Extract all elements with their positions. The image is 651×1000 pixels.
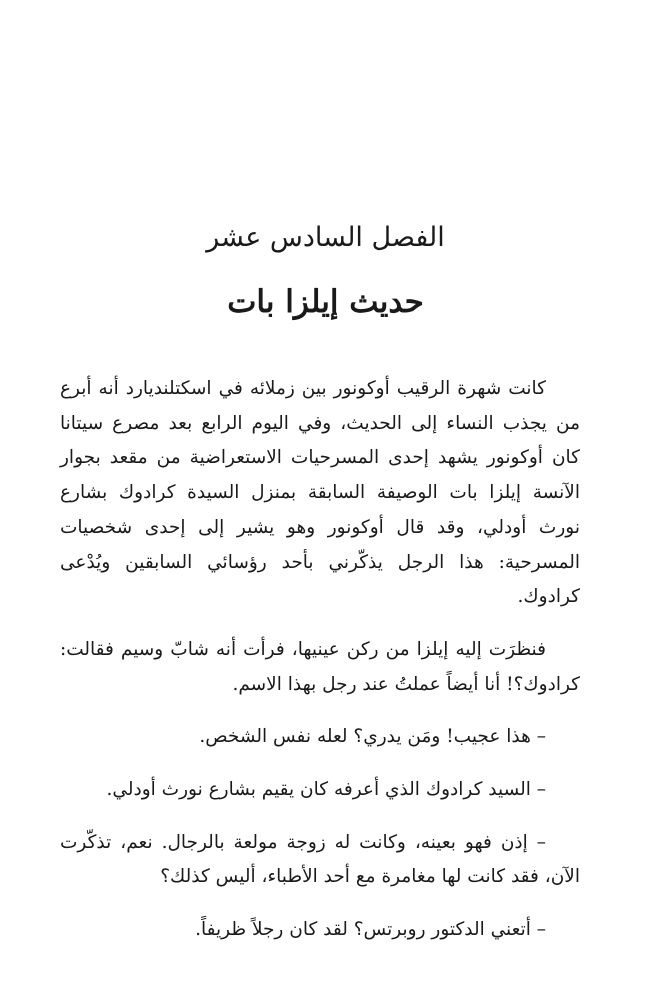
paragraph: فنظرَت إليه إيلزا من ركن عينيها، فرأت أنه شابّ وسيم فقالت: كرادوك؟! أنا أيضاً عملتُ عند رجل بهذا الاسم. xyxy=(60,638,580,695)
dialogue-line: – السيد كرادوك الذي أعرفه كان يقيم بشارع نورث أودلي. xyxy=(106,779,546,801)
dialogue-line: – هذا عجيب! ومَن يدري؟ لعله نفس الشخص. xyxy=(199,726,546,748)
chapter-body xyxy=(60,372,580,966)
chapter-title: حديث إيلزا بات xyxy=(227,284,424,320)
chapter-number: الفصل السادس عشر xyxy=(206,222,445,253)
dialogue-line: – أتعني الدكتور روبرتس؟ لقد كان رجلاً ظريفاً. xyxy=(195,919,546,941)
dialogue-line: – إذن فهو بعينه، وكانت له زوجة مولعة بالرجال. نعم، تذكّرت الآن، فقد كانت لها مغامرة مع أحد الأطباء، أليس كذلك؟ xyxy=(60,831,580,888)
paragraph: كانت شهرة الرقيب أوكونور بين زملائه في اسكتلنديارد أنه أبرع من يجذب النساء إلى الحديث، وفي اليوم الرابع بعد مصرع سيتانا كان أوكونور يشهد إحدى المسرحيات الاستعراضية من مقعد بجوار الآنسة إيلزا بات الوصيفة السابقة بمنزل السيدة كرادوك بشارع نورث أودلي، وقد قال أوكونور وهو يشير إلى إحدى شخصيات المسرحية: هذا الرجل يذكّرني بأحد رؤسائي السابقين ويُدْعى كرادوك. xyxy=(60,378,580,608)
